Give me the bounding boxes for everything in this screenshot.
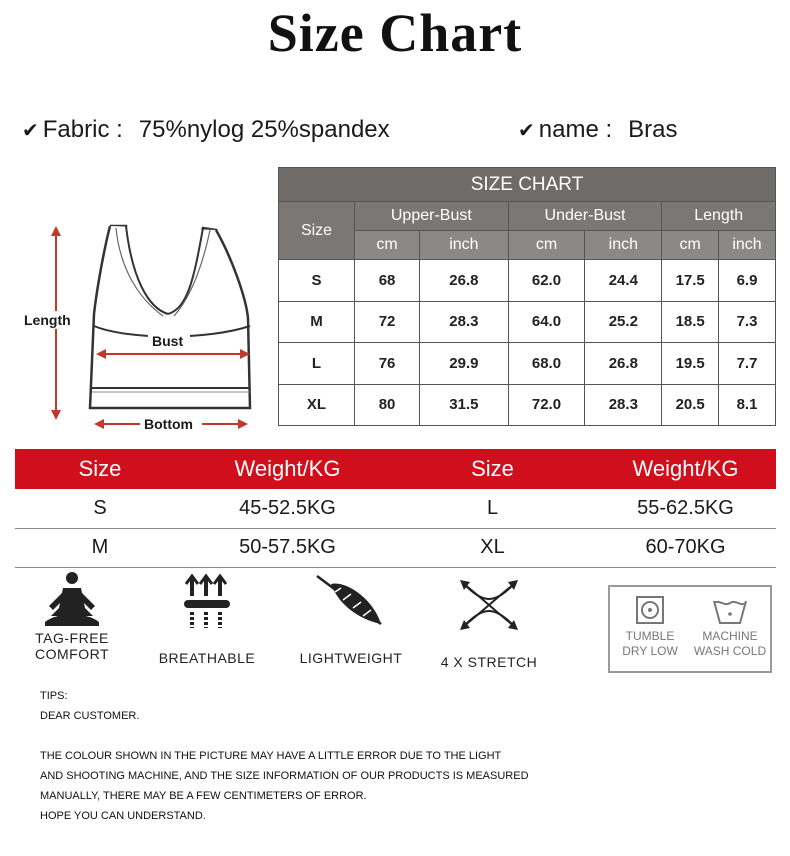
length-label: Length <box>24 312 71 328</box>
table-cell: 7.3 <box>719 301 776 343</box>
size-cell: S <box>279 260 355 302</box>
table-cell: 20.5 <box>662 384 719 426</box>
meditation-icon <box>37 570 107 630</box>
tumble-dry-icon <box>635 595 665 625</box>
weight-header: Weight/KG <box>185 449 390 489</box>
fabric-value: 75%nylog 25%spandex <box>138 116 390 143</box>
feature-label: LIGHTWEIGHT <box>299 650 403 666</box>
unit-header: inch <box>719 231 776 260</box>
table-cell: 55-62.5KG <box>595 489 776 528</box>
table-cell: 18.5 <box>662 301 719 343</box>
group-header: Under-Bust <box>508 202 662 231</box>
tips-line: DEAR CUSTOMER. <box>40 710 140 722</box>
table-cell: 80 <box>355 384 420 426</box>
stretch-arrows-icon <box>454 570 524 640</box>
table-row <box>279 260 776 302</box>
size-chart-caption: SIZE CHART <box>279 168 776 202</box>
table-cell: 24.4 <box>585 260 662 302</box>
page-title: Size Chart <box>267 3 523 63</box>
table-cell: 60-70KG <box>595 528 776 567</box>
group-header: Upper-Bust <box>355 202 509 231</box>
name-spec <box>518 116 678 144</box>
checkmark-icon: ✔ <box>22 119 39 142</box>
table-cell: 26.8 <box>585 343 662 385</box>
table-cell: 26.8 <box>420 260 509 302</box>
table-cell: 25.2 <box>585 301 662 343</box>
unit-header: inch <box>585 231 662 260</box>
tips-line: HOPE YOU CAN UNDERSTAND. <box>40 810 206 822</box>
size-cell: M <box>279 301 355 343</box>
table-cell: 17.5 <box>662 260 719 302</box>
table-row <box>15 528 776 567</box>
tips-line: MANUALLY, THERE MAY BE A FEW CENTIMETERS OF ERROR. <box>40 790 367 802</box>
size-column-header: Size <box>279 202 355 260</box>
size-cell: XL <box>279 384 355 426</box>
group-header: Length <box>662 202 776 231</box>
checkmark-icon: ✔ <box>518 119 535 142</box>
table-cell: 76 <box>355 343 420 385</box>
table-row <box>279 301 776 343</box>
name-value: Bras <box>628 116 678 143</box>
unit-header: cm <box>508 231 585 260</box>
tips-section <box>40 686 529 826</box>
feature-lightweight <box>292 570 410 666</box>
breathable-icon <box>172 570 242 630</box>
care-label: WASH COLD <box>693 644 767 658</box>
table-cell: 29.9 <box>420 343 509 385</box>
feature-breathable <box>152 570 262 666</box>
feature-stretch <box>434 570 544 670</box>
table-cell: M <box>15 528 185 567</box>
table-row <box>279 343 776 385</box>
table-cell: 45-52.5KG <box>185 489 390 528</box>
feather-icon <box>311 570 391 630</box>
fabric-spec <box>22 116 390 144</box>
table-cell: 19.5 <box>662 343 719 385</box>
wash-tub-icon <box>710 595 750 625</box>
care-machine-wash <box>690 595 770 659</box>
care-label: MACHINE <box>702 629 758 643</box>
care-label: DRY LOW <box>622 644 678 658</box>
table-cell: XL <box>390 528 595 567</box>
feature-tag-free <box>22 570 122 662</box>
table-cell: 28.3 <box>420 301 509 343</box>
fabric-label: Fabric : <box>42 116 123 143</box>
size-cell: L <box>279 343 355 385</box>
table-cell: 8.1 <box>719 384 776 426</box>
care-label: TUMBLE <box>625 629 675 643</box>
table-cell: 50-57.5KG <box>185 528 390 567</box>
unit-header: cm <box>355 231 420 260</box>
feature-label: COMFORT <box>34 646 109 662</box>
weight-header: Weight/KG <box>595 449 776 489</box>
feature-label: BREATHABLE <box>158 650 256 666</box>
table-cell: 72 <box>355 301 420 343</box>
size-chart-table <box>278 167 776 426</box>
bottom-label: Bottom <box>144 416 193 432</box>
feature-label: TAG-FREE <box>35 630 109 646</box>
table-cell: 72.0 <box>508 384 585 426</box>
weight-header: Size <box>390 449 595 489</box>
unit-header: inch <box>420 231 509 260</box>
name-label: name : <box>538 116 613 143</box>
table-row <box>279 384 776 426</box>
tips-line: TIPS: <box>40 690 68 702</box>
table-cell: 31.5 <box>420 384 509 426</box>
weight-header: Size <box>15 449 185 489</box>
table-cell: 68.0 <box>508 343 585 385</box>
unit-header: cm <box>662 231 719 260</box>
table-cell: 7.7 <box>719 343 776 385</box>
bust-label: Bust <box>152 333 184 349</box>
table-cell: L <box>390 489 595 528</box>
tips-line: THE COLOUR SHOWN IN THE PICTURE MAY HAVE A LITTLE ERROR DUE TO THE LIGHT <box>40 750 502 762</box>
weight-table <box>15 449 776 568</box>
bra-illustration <box>18 218 278 438</box>
table-cell: 68 <box>355 260 420 302</box>
feature-label: 4 X STRETCH <box>440 654 538 670</box>
bra-diagram <box>18 218 278 438</box>
table-cell: 64.0 <box>508 301 585 343</box>
care-tumble-dry <box>610 595 690 659</box>
table-cell: 62.0 <box>508 260 585 302</box>
table-cell: 28.3 <box>585 384 662 426</box>
tips-line: AND SHOOTING MACHINE, AND THE SIZE INFORMATION OF OUR PRODUCTS IS MEASURED <box>40 770 529 782</box>
care-instructions-box <box>608 585 772 673</box>
table-row <box>15 489 776 528</box>
table-cell: S <box>15 489 185 528</box>
table-cell: 6.9 <box>719 260 776 302</box>
